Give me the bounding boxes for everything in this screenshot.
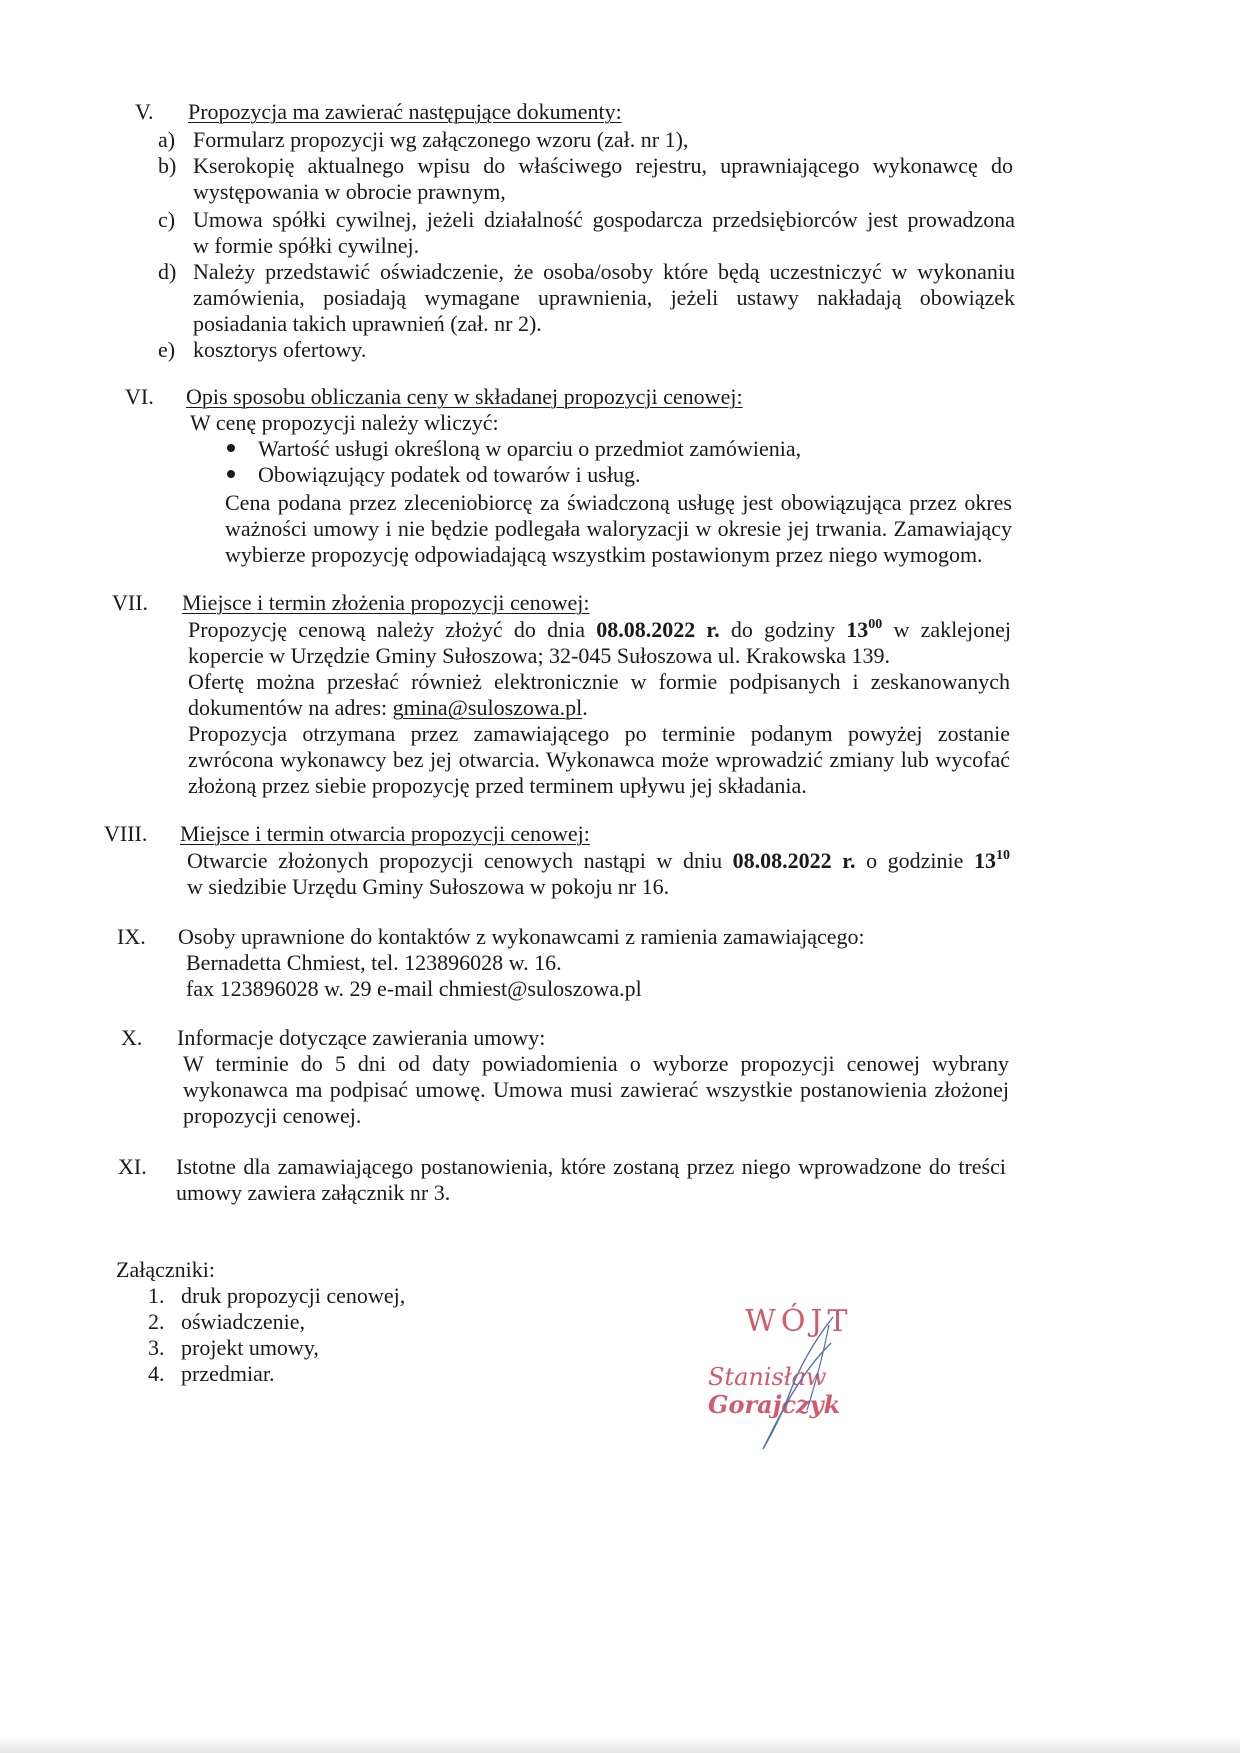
section-heading: Osoby uprawnione do kontaktów z wykonawcami z ramienia zamawiającego: [178,924,865,949]
bullet-text: Wartość usługi określoną w oparciu o przedmiot zamówienia, [258,436,802,461]
list-item-text: Kserokopię aktualnego wpisu do właściwego rejestru, uprawniającego wykonawcę do [193,153,1013,178]
attachment-item: druk propozycji cenowej, [181,1283,406,1308]
attachment-item: projekt umowy, [181,1335,319,1360]
section-text: propozycji cenowej. [183,1103,362,1128]
section-number: IX. [117,924,146,949]
opening-date: 08.08.2022 r. [732,848,856,873]
section-text: ważności umowy i nie będzie podlegała waloryzacji w okresie jej trwania. Zamawiający [225,516,1012,541]
list-number: 3. [148,1335,165,1360]
section-number: VII. [112,590,149,615]
stamp-last-name: Gorajczyk [708,1390,841,1419]
section-text: umowy zawiera załącznik nr 3. [176,1180,451,1205]
email-line [188,694,588,722]
section-heading: Miejsce i termin złożenia propozycji cenowej: [182,590,590,615]
attachment-item: oświadczenie, [181,1309,305,1334]
section-text: W cenę propozycji należy wliczyć: [190,410,499,435]
section-text: Ofertę można przesłać również elektronicznie w formie podpisanych i zeskanowanych [188,669,1010,694]
section-text: Istotne dla zamawiającego postanowienia, które zostaną przez niego wprowadzone do treści [176,1154,1006,1179]
section-text: zwrócona wykonawcy bez jej otwarcia. Wykonawca może wprowadzić zmiany lub wycofać [188,747,1010,772]
section-heading: Miejsce i termin otwarcia propozycji cenowej: [180,821,590,846]
handwritten-signature [745,1305,855,1455]
list-number: 2. [148,1309,165,1334]
section-number: VI. [125,384,154,409]
list-label: c) [158,207,176,232]
email-link[interactable]: gmina@suloszowa.pl [392,695,583,720]
section-text: wykonawca ma podpisać umowę. Umowa musi zawierać wszystkie postanowienia złożonej [183,1077,1009,1102]
list-label: b) [158,153,177,178]
deadline-minutes: 00 [868,617,883,632]
text-fragment: Otwarcie złożonych propozycji cenowych nastąpi w dniu [187,848,733,873]
list-item-text: Formularz propozycji wg załączonego wzoru (zał. nr 1), [193,127,689,152]
opening-hour: 13 [974,848,996,873]
list-item-text: zamówienia, posiadają wymagane uprawnienia, jeżeli ustawy nakładają obowiązek [193,285,1015,310]
stamp-first-name: Stanisław [708,1363,827,1391]
section-text: w siedzibie Urzędu Gminy Sułoszowa w pokoju nr 16. [187,874,670,899]
contact-line: fax 123896028 w. 29 e-mail chmiest@suloszowa.pl [186,976,642,1001]
text-fragment: Propozycję cenową należy złożyć do dnia [188,617,597,642]
bullet-text: Obowiązujący podatek od towarów i usług. [258,462,641,487]
list-label: d) [158,259,177,284]
opening-minutes: 10 [996,848,1010,863]
section-heading: Informacje dotyczące zawierania umowy: [177,1025,546,1050]
contact-line: Bernadetta Chmiest, tel. 123896028 w. 16. [186,950,562,975]
section-text: Propozycja otrzymana przez zamawiającego po terminie podanym powyżej zostanie [188,721,1010,746]
section-number: V. [135,99,154,124]
bullet-dot [227,444,235,452]
list-item-text: kosztorys ofertowy. [193,337,367,362]
text-fragment: . [582,695,588,720]
deadline-hour: 13 [846,617,869,642]
list-item-text: występowania w obrocie prawnym, [193,179,506,204]
text-fragment: o godzinie [855,848,974,873]
list-number: 1. [148,1283,165,1308]
stamp-title: WÓJT [745,1304,853,1339]
section-number: XI. [118,1154,147,1179]
section-number: X. [121,1025,143,1050]
list-label: e) [158,337,176,362]
list-item-text: Umowa spółki cywilnej, jeżeli działalność gospodarcza przedsiębiorców jest prowadzona [193,207,1015,232]
scan-bottom-edge [0,1735,1240,1753]
text-fragment: w zaklejonej [882,617,1011,642]
text-fragment: do godziny [719,617,847,642]
list-item-text: w formie spółki cywilnej. [193,233,420,258]
attachments-heading: Załączniki: [116,1257,215,1282]
deadline-date: 08.08.2022 r. [596,617,720,642]
section-text: wybierze propozycję odpowiadającą wszystkim postawionym przez niego wymogom. [225,542,983,567]
section-text: W terminie do 5 dni od daty powiadomienia o wyborze propozycji cenowej wybrany [183,1051,1009,1076]
text-fragment: dokumentów na adres: [188,695,393,720]
list-item-text: Należy przedstawić oświadczenie, że osoba/osoby które będą uczestniczyć w wykonaniu [193,259,1015,284]
section-text: Cena podana przez zleceniobiorcę za świadczoną usługę jest obowiązująca przez okres [225,490,1012,515]
section-heading: Opis sposobu obliczania ceny w składanej propozycji cenowej: [186,384,743,409]
list-label: a) [158,127,176,152]
bullet-dot [227,470,235,478]
list-number: 4. [148,1361,165,1386]
section-number: VIII. [104,821,148,846]
section-heading: Propozycja ma zawierać następujące dokumenty: [188,99,622,124]
attachment-item: przedmiar. [181,1361,275,1386]
list-item-text: posiadania takich uprawnień (zał. nr 2). [193,311,542,336]
address-line: kopercie w Urzędzie Gminy Sułoszowa; 32-045 Sułoszowa ul. Krakowska 139. [188,643,891,668]
section-text: złożoną przez siebie propozycję przed terminem upływu jej składania. [188,773,807,798]
